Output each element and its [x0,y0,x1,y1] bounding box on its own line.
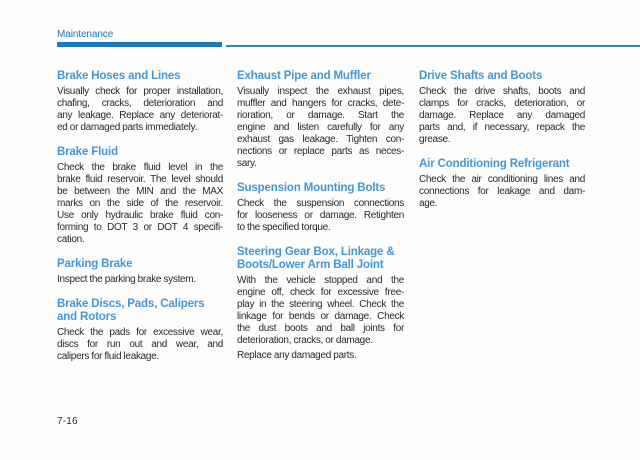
column-2 [237,70,404,362]
header-rule-line [226,45,640,47]
manual-section [237,182,404,234]
body-paragraph: Visually inspect the exhaust pipes, muffler and hangers for cracks, dete- rioration, or damage. Start the engine and listen carefully for any exhaust gas leakage. Tighten con- nections or replace parts as neces- sary. [237,86,404,169]
body-paragraph: With the vehicle stopped and the engine off, check for excessive free- play in the steering wheel. Check the linkage for bends or damage. Check the dust boots and ball joints for deterioration, cracks, or damage. [237,275,404,346]
manual-section [57,258,223,286]
section-heading: Suspension Mounting Bolts [237,182,386,194]
body-paragraph: Check the air conditioning lines and connections for leakage and dam- age. [419,174,585,209]
section-heading: Steering Gear Box, Linkage & Boots/Lower Arm Ball Joint [237,246,395,271]
header-accent-bar [57,42,222,47]
body-paragraph: Check the suspension connections for looseness or damage. Retighten to the specified torque. [237,198,404,233]
page-number: 7-16 [57,416,78,427]
section-label: Maintenance [57,29,114,40]
section-heading: Parking Brake [57,258,133,270]
manual-section [57,146,223,246]
section-heading: Drive Shafts and Boots [419,70,543,82]
body-paragraph: Inspect the parking brake system. [57,274,196,285]
manual-section [237,70,404,170]
body-paragraph: Check the brake fluid level in the brake fluid reservoir. The level should be between the MIN and the MAX marks on the side of the reservoir. Use only hydraulic brake fluid con- forming to DOT 3 or DOT 4 specifi- cation. [57,162,223,245]
section-heading: Air Conditioning Refrigerant [419,158,570,170]
column-3 [419,70,585,210]
column-1 [57,70,223,363]
section-heading: Exhaust Pipe and Muffler [237,70,371,82]
section-heading: Brake Discs, Pads, Calipers and Rotors [57,298,205,323]
body-paragraph: Replace any damaged parts. [237,350,357,361]
section-heading: Brake Hoses and Lines [57,70,181,82]
running-header [0,0,640,50]
manual-section [237,246,404,362]
body-paragraph: Visually check for proper installation, chafing, cracks, deterioration and any leakage. Replace any deteriorat- ed or damaged parts immediately. [57,86,223,133]
section-heading: Brake Fluid [57,146,118,158]
body-paragraph: Check the pads for excessive wear, discs for run out and wear, and calipers for fluid leakage. [57,327,223,362]
manual-section [419,70,585,146]
manual-section [57,298,223,363]
manual-section [419,158,585,210]
body-paragraph: Check the drive shafts, boots and clamps for cracks, deterioration, or damage. Replace any damaged parts and, if necessary, repack the grease. [419,86,585,145]
manual-section [57,70,223,134]
